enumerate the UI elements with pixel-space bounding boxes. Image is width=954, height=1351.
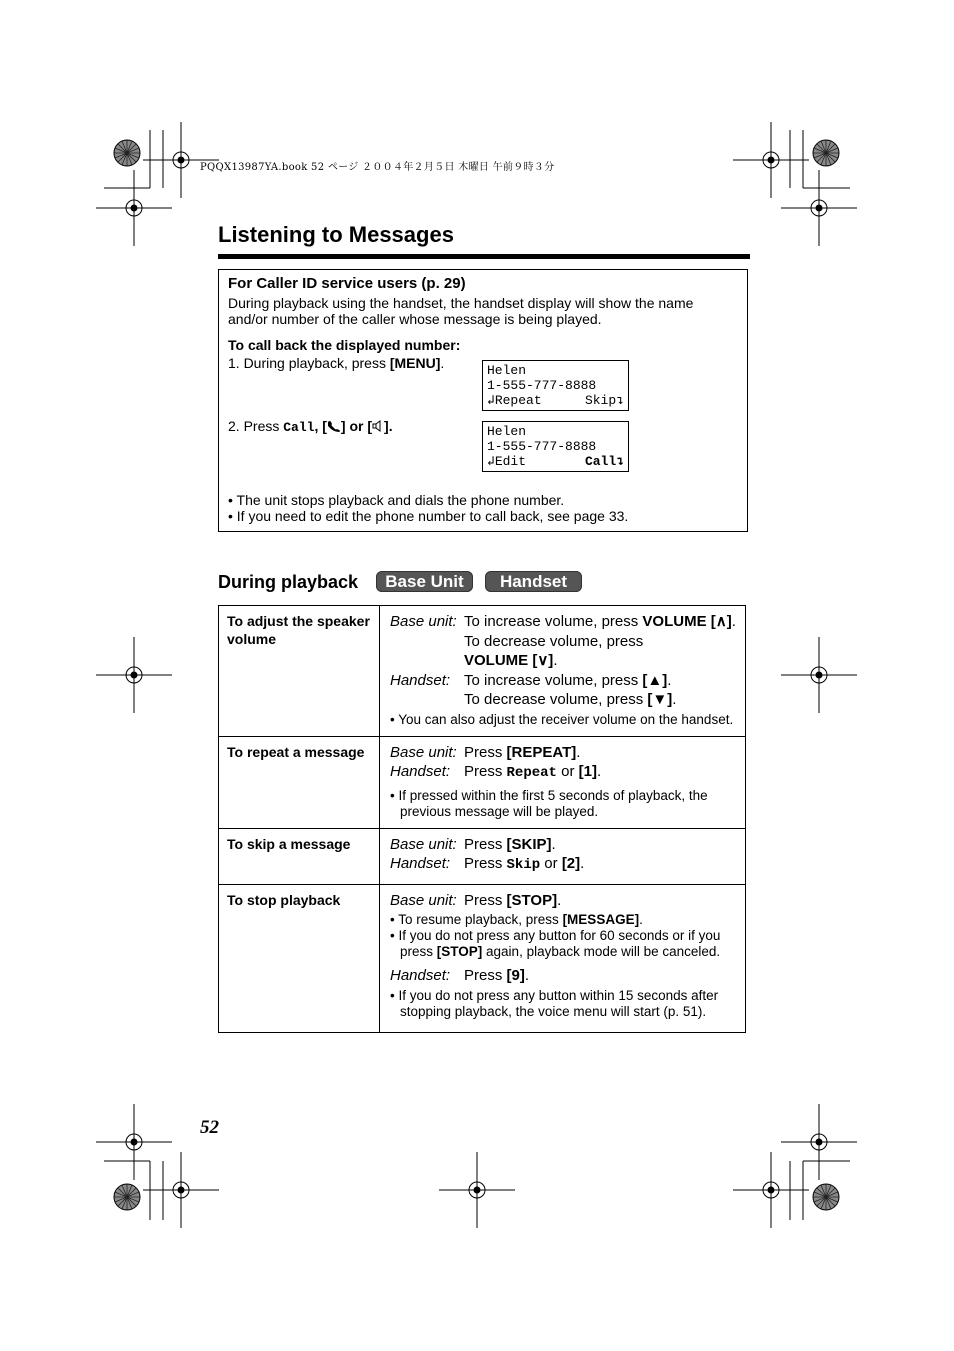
row-label-skip: To skip a message [219,828,380,884]
playback-table [218,605,746,1033]
step-2: 2. Press Call, [ ] or [ ]. [228,418,393,435]
table-row [219,828,746,884]
step-1: 1. During playback, press [MENU]. [228,355,445,371]
caller-id-intro-1: During playback using the handset, the handset display will show the name [228,295,694,311]
row-label-stop: To stop playback [219,884,380,1032]
lcd-display-playback: Helen 1-555-777-8888 ↲Repeat Skip↴ [482,360,629,411]
row-label-volume: To adjust the speaker volume [219,606,380,737]
caller-id-intro-2: and/or number of the caller whose message is being played. [228,311,602,327]
page-number: 52 [200,1117,219,1138]
handset-badge: Handset [485,571,582,592]
talk-phone-icon [327,420,341,432]
table-row [219,606,746,737]
page-title: Listening to Messages [218,222,454,247]
base-unit-badge: Base Unit [376,571,473,592]
section-title: During playback [218,572,359,592]
table-row [219,736,746,828]
call-soft-key: Call [283,420,315,435]
print-header: PQQX13987YA.book 52 ページ ２００４年２月５日 木曜日 午前９時３分 [200,162,555,173]
row-content-skip: Base unit: Press [SKIP]. Handset: Press Skip or [2]. [380,828,746,884]
caller-id-heading: For Caller ID service users (p. 29) [228,275,466,292]
menu-key: [MENU] [389,355,441,371]
caller-id-bullet-2: • If you need to edit the phone number to call back, see page 33. [228,508,629,524]
row-content-repeat: Base unit: Press [REPEAT]. Handset: Press Repeat or [1]. • If pressed within the first 5 seconds of playback, the previous message will be played. [380,736,746,828]
caller-id-bullet-1: • The unit stops playback and dials the phone number. [228,492,565,508]
table-row [219,884,746,1032]
speakerphone-icon [372,420,384,432]
lcd-display-callback: Helen 1-555-777-8888 ↲Edit Call↴ [482,421,629,472]
callback-heading: To call back the displayed number: [228,337,461,353]
caller-id-box [218,269,748,532]
row-label-repeat: To repeat a message [219,736,380,828]
title-rule [218,254,750,259]
row-content-stop: Base unit: Press [STOP]. • To resume playback, press [MESSAGE]. • If you do not press any button for 60 seconds or if you press [STOP] again, playback mode will be canceled. Handset: Press [9]. • If you do not press any button within 15 seconds after stopping playback, the voice menu will start (p. 51). [380,884,746,1032]
row-content-volume: Base unit: To increase volume, press VOLUME [∧]. To decrease volume, press VOLUME [∨]. Handset: To increase volume, press [▲]. To decrease volume, press [▼]. • You can also adjust the receiver volume on the handset. [380,606,746,737]
